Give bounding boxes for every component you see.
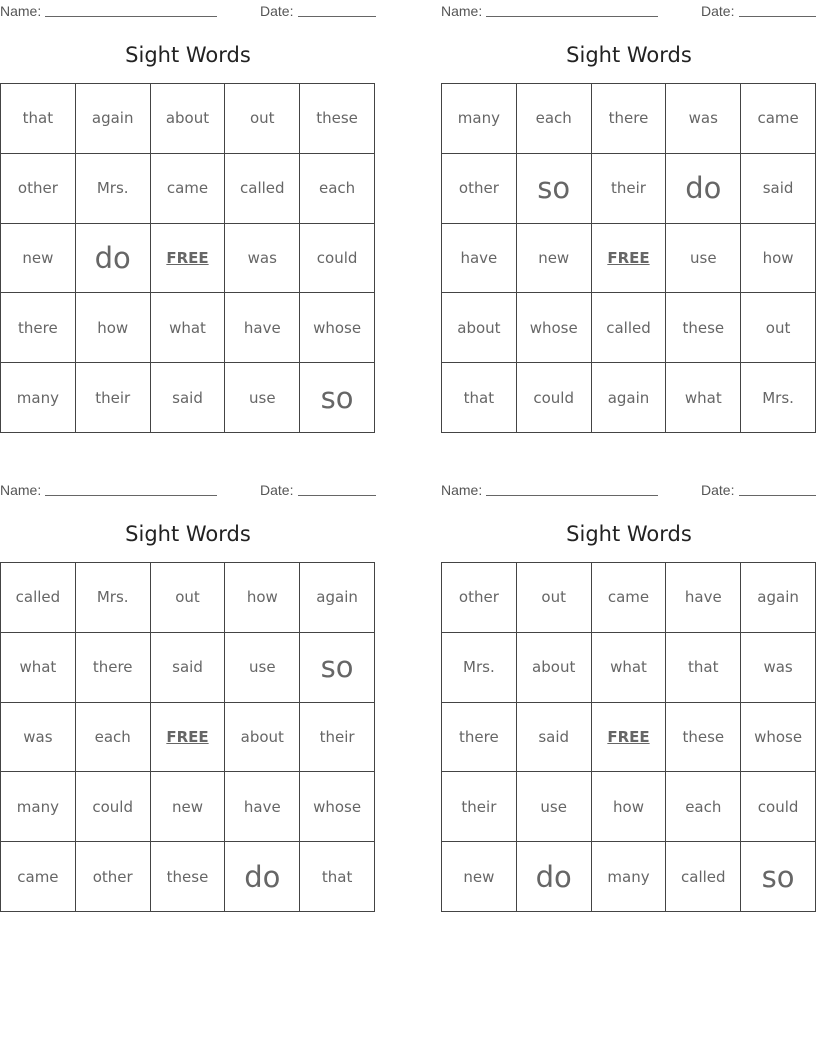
bingo-card-1: [0, 0, 376, 415]
word-cell: said: [151, 363, 226, 433]
word-cell: many: [1, 772, 76, 842]
name-label: Name:: [441, 3, 483, 19]
word-grid: [441, 562, 816, 912]
word-cell: what: [1, 633, 76, 703]
date-field[interactable]: [298, 495, 376, 496]
word-cell: these: [151, 842, 226, 912]
word-cell: so: [517, 154, 592, 224]
word-cell: what: [666, 363, 741, 433]
word-cell: out: [741, 293, 816, 363]
word-cell: that: [442, 363, 517, 433]
header-row: [441, 0, 816, 22]
word-cell: other: [1, 154, 76, 224]
word-cell: Mrs.: [741, 363, 816, 433]
word-cell: about: [151, 84, 226, 154]
header-row: [441, 479, 816, 501]
word-cell: that: [666, 633, 741, 703]
word-cell: their: [592, 154, 667, 224]
word-cell: could: [741, 772, 816, 842]
name-field[interactable]: [45, 16, 217, 17]
word-cell: Mrs.: [76, 563, 151, 633]
date-label: Date:: [260, 482, 294, 498]
word-cell: have: [442, 224, 517, 294]
word-cell: how: [225, 563, 300, 633]
word-cell: called: [592, 293, 667, 363]
word-cell: whose: [300, 772, 375, 842]
name-field[interactable]: [486, 16, 658, 17]
word-grid: [0, 83, 375, 433]
word-cell: other: [442, 154, 517, 224]
word-cell: could: [76, 772, 151, 842]
word-cell: there: [1, 293, 76, 363]
word-cell: have: [666, 563, 741, 633]
word-cell: each: [666, 772, 741, 842]
word-cell: use: [517, 772, 592, 842]
header-row: [0, 0, 376, 22]
word-cell: said: [741, 154, 816, 224]
word-grid: [0, 562, 375, 912]
word-cell: came: [592, 563, 667, 633]
name-label: Name:: [0, 3, 42, 19]
word-cell: Mrs.: [442, 633, 517, 703]
word-cell: new: [442, 842, 517, 912]
name-field[interactable]: [45, 495, 217, 496]
word-cell: out: [517, 563, 592, 633]
word-cell: use: [225, 363, 300, 433]
word-cell: each: [76, 703, 151, 773]
word-cell: these: [666, 703, 741, 773]
bingo-card-3: [0, 479, 376, 894]
word-cell: each: [517, 84, 592, 154]
word-cell: called: [666, 842, 741, 912]
word-cell: about: [517, 633, 592, 703]
word-cell: so: [300, 633, 375, 703]
free-space: FREE: [151, 224, 226, 294]
free-space: FREE: [592, 703, 667, 773]
bingo-card-2: [441, 0, 816, 407]
card-title: Sight Words: [125, 43, 251, 67]
date-field[interactable]: [298, 16, 376, 17]
word-cell: that: [1, 84, 76, 154]
word-cell: whose: [300, 293, 375, 363]
word-cell: many: [442, 84, 517, 154]
word-cell: whose: [517, 293, 592, 363]
word-cell: was: [666, 84, 741, 154]
word-cell: could: [517, 363, 592, 433]
word-cell: do: [666, 154, 741, 224]
name-label: Name:: [441, 482, 483, 498]
word-cell: new: [517, 224, 592, 294]
word-cell: about: [442, 293, 517, 363]
name-label: Name:: [0, 482, 42, 498]
word-cell: could: [300, 224, 375, 294]
word-cell: was: [1, 703, 76, 773]
word-cell: out: [225, 84, 300, 154]
word-cell: do: [517, 842, 592, 912]
word-cell: these: [666, 293, 741, 363]
word-cell: said: [517, 703, 592, 773]
word-cell: many: [592, 842, 667, 912]
word-cell: called: [225, 154, 300, 224]
word-cell: other: [442, 563, 517, 633]
word-cell: there: [76, 633, 151, 703]
word-cell: do: [225, 842, 300, 912]
date-label: Date:: [260, 3, 294, 19]
word-cell: these: [300, 84, 375, 154]
word-grid: [441, 83, 816, 433]
word-cell: again: [592, 363, 667, 433]
word-cell: again: [300, 563, 375, 633]
word-cell: so: [741, 842, 816, 912]
word-cell: their: [300, 703, 375, 773]
word-cell: how: [592, 772, 667, 842]
word-cell: use: [225, 633, 300, 703]
word-cell: Mrs.: [76, 154, 151, 224]
word-cell: do: [76, 224, 151, 294]
word-cell: there: [592, 84, 667, 154]
free-space: FREE: [151, 703, 226, 773]
word-cell: other: [76, 842, 151, 912]
date-label: Date:: [701, 482, 735, 498]
word-cell: each: [300, 154, 375, 224]
word-cell: new: [151, 772, 226, 842]
word-cell: was: [225, 224, 300, 294]
word-cell: again: [76, 84, 151, 154]
word-cell: have: [225, 293, 300, 363]
word-cell: how: [741, 224, 816, 294]
word-cell: there: [442, 703, 517, 773]
word-cell: came: [741, 84, 816, 154]
date-field[interactable]: [739, 16, 816, 17]
word-cell: use: [666, 224, 741, 294]
header-row: [0, 479, 376, 501]
word-cell: what: [592, 633, 667, 703]
word-cell: again: [741, 563, 816, 633]
word-cell: their: [442, 772, 517, 842]
name-field[interactable]: [486, 495, 658, 496]
date-field[interactable]: [739, 495, 816, 496]
card-title: Sight Words: [566, 522, 692, 546]
word-cell: said: [151, 633, 226, 703]
word-cell: that: [300, 842, 375, 912]
word-cell: out: [151, 563, 226, 633]
free-space: FREE: [592, 224, 667, 294]
bingo-card-4: [441, 479, 816, 894]
word-cell: many: [1, 363, 76, 433]
word-cell: their: [76, 363, 151, 433]
word-cell: have: [225, 772, 300, 842]
word-cell: how: [76, 293, 151, 363]
word-cell: was: [741, 633, 816, 703]
word-cell: whose: [741, 703, 816, 773]
word-cell: so: [300, 363, 375, 433]
word-cell: new: [1, 224, 76, 294]
word-cell: called: [1, 563, 76, 633]
date-label: Date:: [701, 3, 735, 19]
word-cell: about: [225, 703, 300, 773]
card-title: Sight Words: [566, 43, 692, 67]
card-title: Sight Words: [125, 522, 251, 546]
word-cell: came: [151, 154, 226, 224]
word-cell: came: [1, 842, 76, 912]
word-cell: what: [151, 293, 226, 363]
